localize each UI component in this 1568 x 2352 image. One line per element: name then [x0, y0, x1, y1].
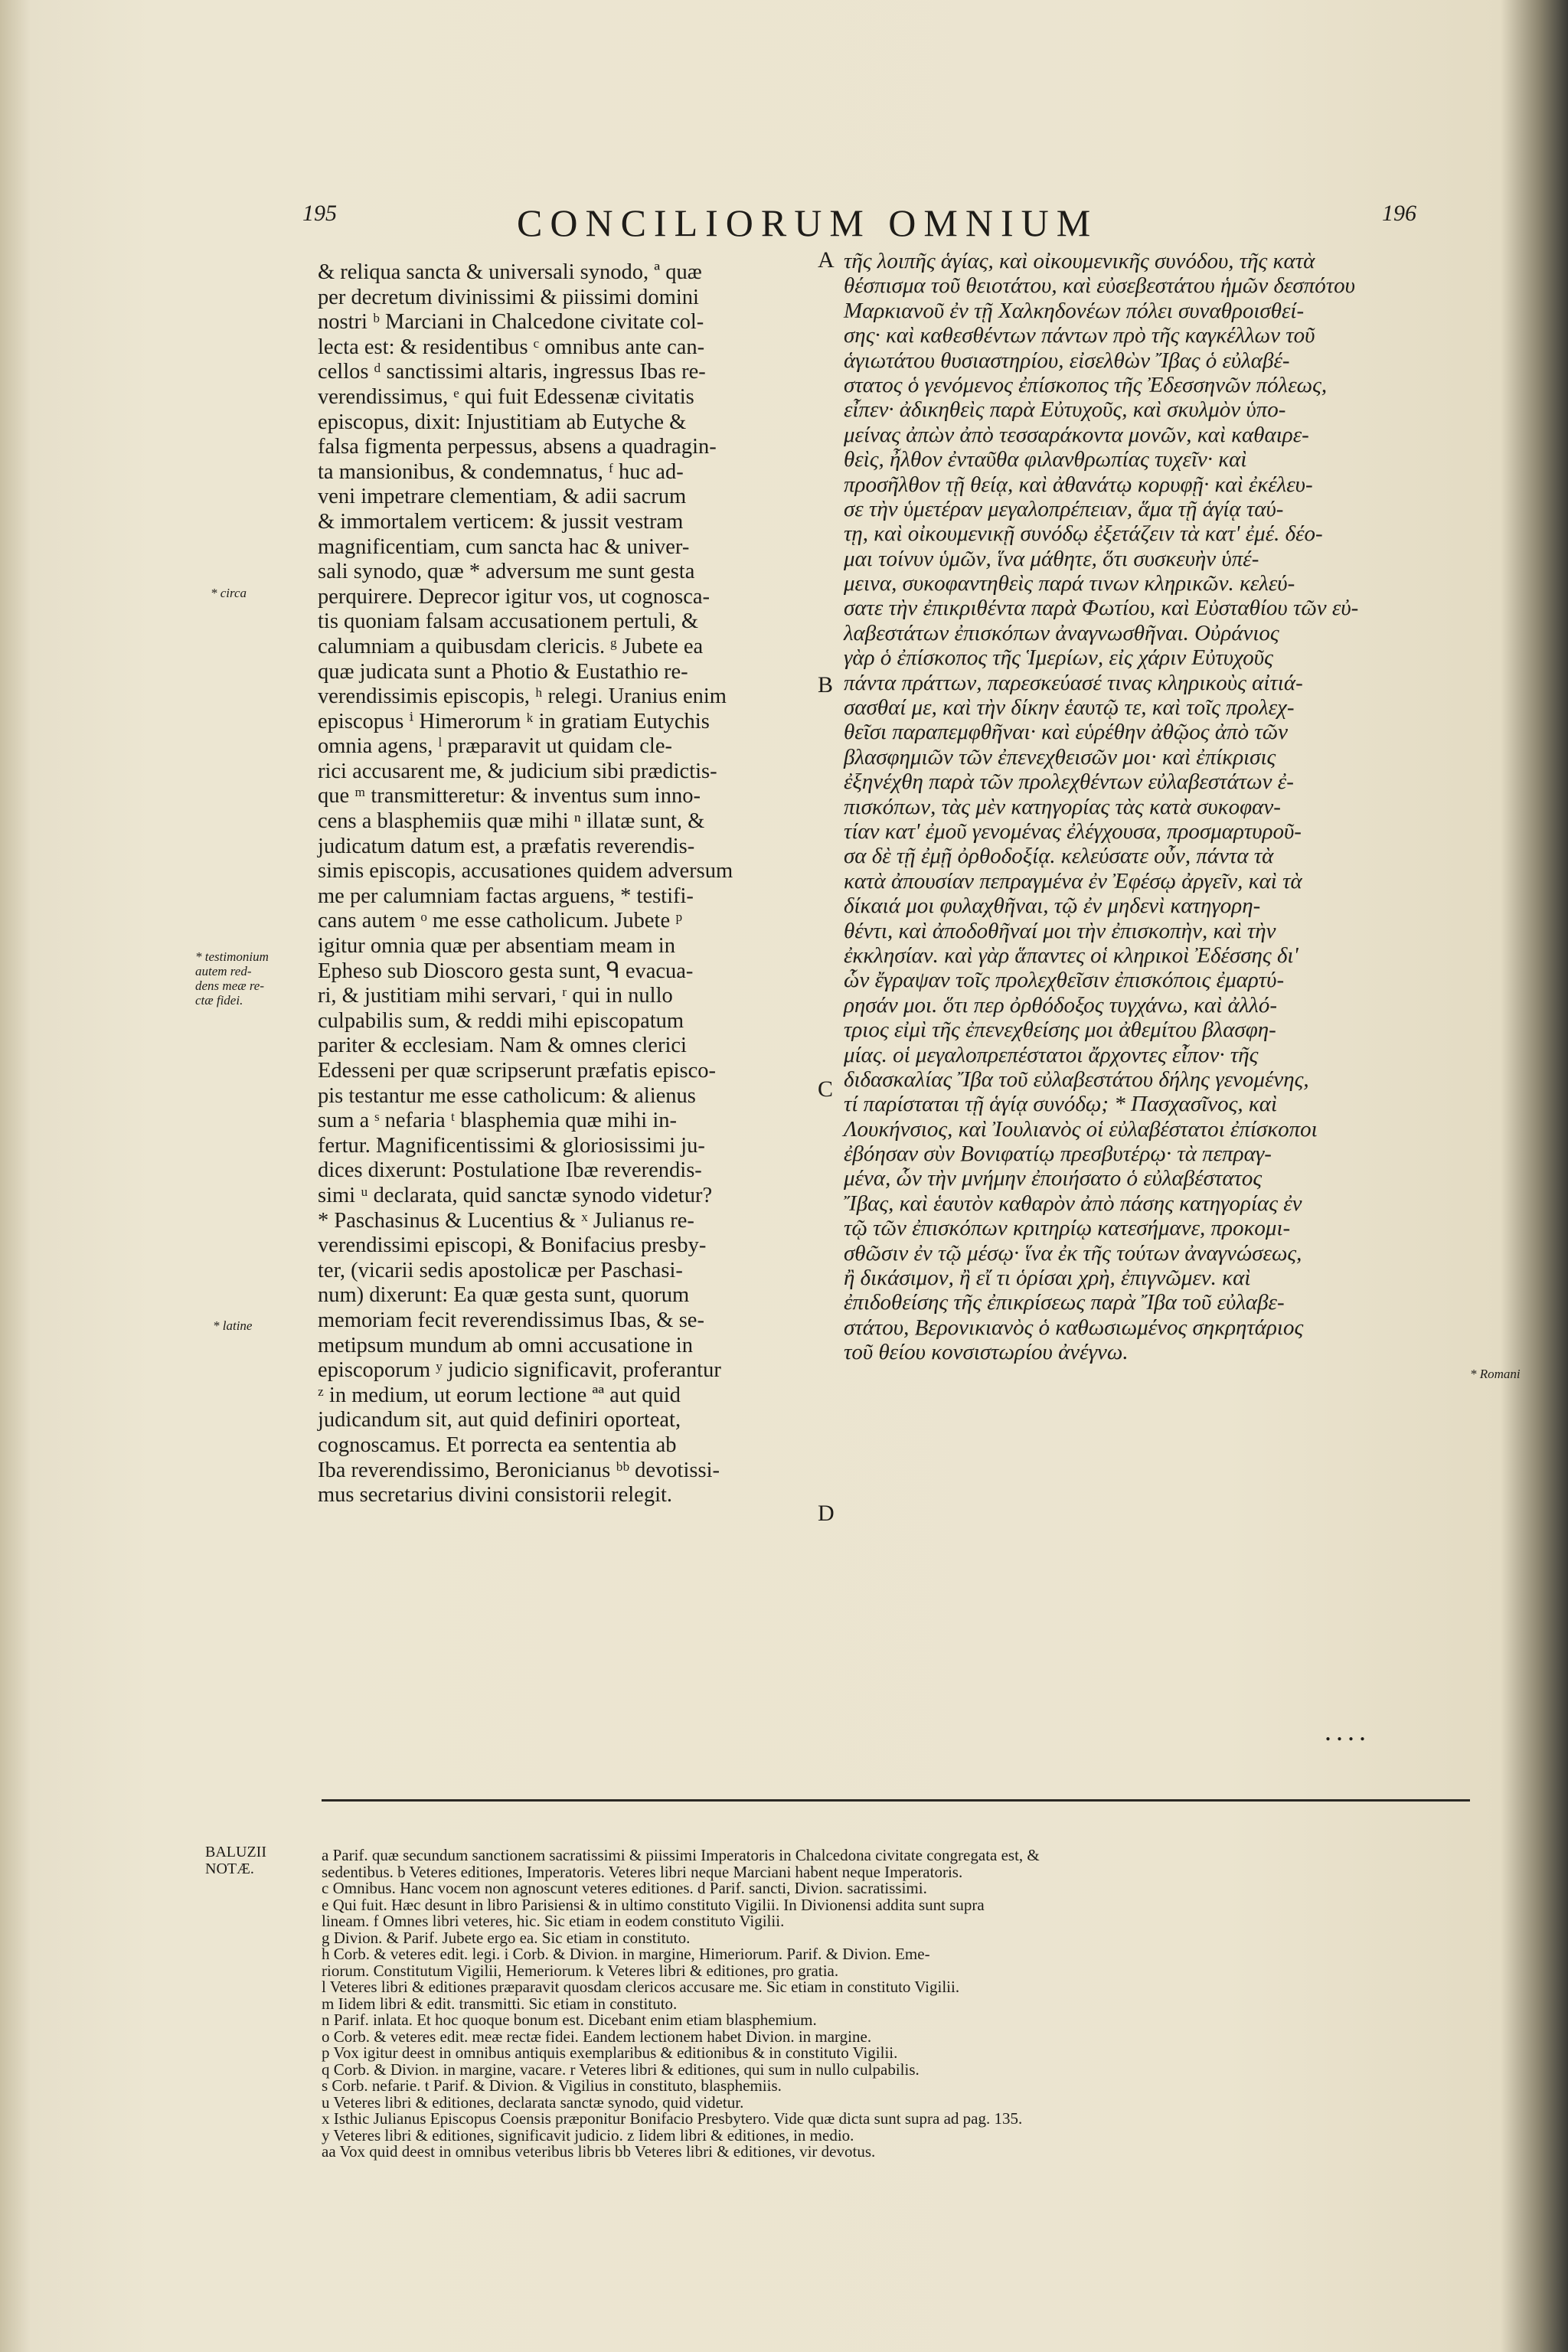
running-title: CONCILIORUM OMNIUM: [517, 201, 1099, 244]
footnote-line: x Isthic Julianus Episcopus Coensis præponitur Bonifacio Presbytero. Vide quæ dicta sunt supra ad pag. 135.: [322, 2109, 1023, 2128]
latin-text-line: * Paschasinus & Lucentius & ˣ Julianus re-: [318, 1208, 694, 1233]
greek-text-line: μείνας ἀπὼν ἀπὸ τεσσαράκοντα μονῶν, καὶ καθαιρε-: [844, 422, 1309, 447]
latin-text-line: veni impetrare clementiam, & adii sacrum: [318, 485, 687, 509]
greek-text-line: μίας. οἱ μεγαλοπρεπέστατοι ἄρχοντες εἶπον· τῆς: [844, 1042, 1259, 1067]
footnote-line: e Qui fuit. Hæc desunt in libro Parisiensi & in ultimo constituto Vigilii. In Divionensi addita sunt supra: [322, 1895, 985, 1914]
margin-note-circa: * circa: [211, 586, 247, 600]
greek-text-line: σατε τὴν ἐπικριθέντα παρὰ Φωτίου, καὶ Εὐσταθίου τῶν εὐ-: [844, 596, 1359, 621]
footnote-line: y Veteres libri & editiones, significavit judicio. z Iidem libri & editiones, in medio.: [322, 2125, 854, 2145]
greek-text-line: ἐβόησαν σὺν Βονιφατίῳ πρεσβυτέρῳ· τὰ πεπραγ-: [844, 1142, 1272, 1167]
latin-text-line: Epheso sub Dioscoro gesta sunt, ᑫ evacua-: [318, 959, 694, 983]
footnote-line: c Omnibus. Hanc vocem non agnoscunt veteres editiones. d Parif. sancti, Divion. sacratissimi.: [322, 1879, 927, 1897]
greek-text-line: σθῶσιν ἐν τῷ μέσῳ· ἵνα ἐκ τῆς τούτων ἀναγνώσεως,: [844, 1240, 1302, 1266]
footnote-line: o Corb. & veteres edit. meæ rectæ fidei. Eandem lectionem habet Divion. in margine.: [322, 2027, 872, 2046]
greek-text-line: Ἴβας, καὶ ἑαυτὸν καθαρὸν ἀπὸ πάσης κατηγορίας ἐν: [844, 1191, 1302, 1216]
latin-text-line: cognoscamus. Et porrecta ea sententia ab: [318, 1432, 677, 1457]
greek-text-line: μαι τοίνυν ὑμῶν, ἵνα μάθητε, ὅτι συσκευὴν ὑπέ-: [844, 546, 1259, 571]
latin-text-line: verendissimus, ᵉ qui fuit Edessenæ civitatis: [318, 384, 694, 409]
latin-text-line: simi ᵘ declarata, quid sanctæ synodo videtur?: [318, 1183, 713, 1207]
margin-note-line: autem red-: [195, 964, 252, 978]
latin-text-line: episcoporum ʸ judicio significavit, proferantur: [318, 1358, 721, 1383]
footnote-line: q Corb. & Divion. in margine, vacare. r Veteres libri & editiones, qui sum in nullo culpabilis.: [322, 2060, 920, 2079]
greek-text-line: τί παρίσταται τῇ ἁγίᾳ συνόδῳ; * Πασχασῖνος, καὶ: [844, 1092, 1278, 1117]
notes-label-line: BALUZII: [205, 1844, 266, 1860]
latin-text-line: culpabilis sum, & reddi mihi episcopatum: [318, 1008, 684, 1033]
latin-text-line: ᶻ in medium, ut eorum lectione ªª aut quid: [318, 1383, 681, 1407]
greek-text-line: δίκαιά μοι φυλαχθῆναι, τῷ ἐν μηδενὶ κατηγορη-: [844, 893, 1261, 919]
latin-text-line: per decretum divinissimi & piissimi domini: [318, 285, 699, 309]
footnote-line: p Vox igitur deest in omnibus antiquis exemplaribus & editionibus & in constituto Vigilii.: [322, 2043, 898, 2062]
greek-text-line: θέντι, καὶ ἀποδοθῆναί μοι τὴν ἐπισκοπὴν, καὶ τὴν: [844, 918, 1276, 943]
footnote-line: aa Vox quid deest in omnibus veteribus libris bb Veteres libri & editiones, vir devotus.: [322, 2142, 876, 2161]
footnotes-block: [322, 1847, 1485, 2161]
latin-text-line: memoriam fecit reverendissimus Ibas, & se-: [318, 1308, 704, 1332]
latin-text-line: igitur omnia quæ per absentiam meam in: [318, 934, 675, 959]
footnote-line: sedentibus. b Veteres editiones, Imperatoris. Veteres libri neque Marciani habent neque Imperatoris.: [322, 1862, 963, 1881]
latin-text-line: ter, (vicarii sedis apostolicæ per Paschasi-: [318, 1258, 683, 1282]
latin-text-line: que ᵐ transmitteretur: & inventus sum inno-: [318, 784, 701, 808]
page-number-right: 196: [1382, 201, 1416, 226]
greek-text-line: τοῦ θείου κονσιστωρίου ἀνέγνω.: [844, 1340, 1129, 1365]
footnote-line: riorum. Constitutum Vigilii, Hemeriorum. k Veteres libri & editiones, pro gratia.: [322, 1961, 839, 1980]
greek-text-line: γὰρ ὁ ἐπίσκοπος τῆς Ἱμερίων, εἰς χάριν Εὐτυχοῦς: [844, 645, 1273, 671]
footnote-line: u Veteres libri & editiones, declarata sanctæ synodo, quid videtur.: [322, 2092, 744, 2112]
greek-text-line: ἢ δικάσιμον, ἢ εἴ τι ὁρίσαι χρὴ, ἐπιγνῶμεν. καὶ: [844, 1266, 1251, 1291]
footnote-rule: [322, 1799, 1470, 1802]
latin-text-line: rici accusarent me, & judicium sibi prædictis-: [318, 759, 717, 783]
footnote-line: h Corb. & veteres edit. legi. i Corb. & Divion. in margine, Himeriorum. Parif. & Divion. Eme-: [322, 1945, 930, 1963]
latin-text-line: Iba reverendissimo, Beronicianus ᵇᵇ devotissi-: [318, 1458, 720, 1482]
latin-text-line: mus secretarius divini consistorii relegit.: [318, 1483, 673, 1508]
latin-text-line: sum a ˢ nefaria ᵗ blasphemia quæ mihi in-: [318, 1109, 677, 1133]
greek-text-line: ρησάν μοι. ὅτι περ ὀρθόδοξος τυγχάνω, καὶ ἀλλό-: [844, 992, 1278, 1018]
latin-text-line: nostri ᵇ Marciani in Chalcedone civitate col-: [318, 310, 704, 335]
latin-text-line: quæ judicata sunt a Photio & Eustathio re-: [318, 659, 688, 684]
footnote-line: a Parif. quæ secundum sanctionem sacratissimi & piissimi Imperatoris in Chalcedona civitate congregata est, &: [322, 1846, 1040, 1864]
margin-note-line: * testimonium: [195, 949, 269, 964]
ellipsis-mark: ....: [1325, 1716, 1370, 1746]
footnote-line: lineam. f Omnes libri veteres, hic. Sic etiam in eodem constituto Vigilii.: [322, 1912, 785, 1930]
greek-text-line: μένα, ὧν τὴν μνήμην ἐποιήσατο ὁ εὐλαβέστατος: [844, 1166, 1263, 1191]
column-marker-d: D: [818, 1501, 835, 1526]
latin-text-line: perquirere. Deprecor igitur vos, ut cognosca-: [318, 584, 710, 609]
latin-text-line: simis episcopis, accusationes quidem adversum: [318, 859, 733, 884]
latin-text-line: dices dixerunt: Postulatione Ibæ reverendis-: [318, 1158, 702, 1183]
greek-text-column: [844, 249, 1456, 1365]
greek-text-line: στατος ὁ γενόμενος ἐπίσκοπος τῆς Ἐδεσσηνῶν πόλεως,: [844, 372, 1328, 397]
column-marker-b: B: [818, 672, 834, 697]
margin-note-line: dens meæ re-: [195, 978, 265, 993]
greek-text-line: ἐκκλησίαν. καὶ γὰρ ἅπαντες οἱ κληρικοὶ Ἐδέσσης δι': [844, 942, 1298, 968]
margin-note-testimonium: [195, 949, 310, 1008]
latin-text-line: judicatum datum est, a præfatis reverendis-: [318, 834, 695, 858]
greek-text-line: κατὰ ἀπουσίαν πεπραγμένα ἐν Ἐφέσῳ ἀργεῖν, καὶ τὰ: [844, 868, 1302, 893]
latin-text-line: episcopus ⁱ Himerorum ᵏ in gratiam Eutychis: [318, 709, 710, 733]
page-number-left: 195: [302, 201, 337, 226]
greek-text-line: τῷ τῶν ἐπισκόπων κριτηρίῳ κατεσήμανε, προκομι-: [844, 1216, 1291, 1241]
greek-text-line: διδασκαλίας Ἴβα τοῦ εὐλαβεστάτου δήλης γενομένης,: [844, 1067, 1309, 1092]
greek-text-line: μεινα, συκοφαντηθεὶς παρά τινων κληρικῶν. κελεύ-: [844, 571, 1295, 596]
footnote-line: s Corb. nefarie. t Parif. & Divion. & Vigilius in constituto, blasphemiis.: [322, 2076, 782, 2095]
greek-text-line: θεῖσι παραπεμφθῆναι· καὶ εὑρέθην ἀθῷος ἀπὸ τῶν: [844, 720, 1289, 745]
latin-text-line: fertur. Magnificentissimi & gloriosissimi ju-: [318, 1133, 705, 1158]
latin-text-line: & reliqua sancta & universali synodo, ª quæ: [318, 260, 702, 284]
latin-text-line: verendissimi episcopi, & Bonifacius presby-: [318, 1233, 707, 1258]
greek-text-line: λαβεστάτων ἐπισκόπων ἀναγνωσθῆναι. Οὐράνιος: [844, 620, 1279, 645]
latin-text-line: pariter & ecclesiam. Nam & omnes clerici: [318, 1034, 687, 1058]
latin-text-line: & immortalem verticem: & jussit vestram: [318, 509, 684, 534]
greek-text-line: βλασφημιῶν τῶν ἐπενεχθεισῶν μοι· καὶ ἐπίκρισις: [844, 744, 1276, 769]
latin-text-line: calumniam a quibusdam clericis. ᵍ Jubete ea: [318, 634, 704, 658]
footnote-line: l Veteres libri & editiones præparavit quosdam clericos accusare me. Sic etiam in constituto Vigilii.: [322, 1978, 960, 1996]
latin-text-line: cens a blasphemiis quæ mihi ⁿ illatæ sunt, &: [318, 809, 705, 834]
greek-text-line: Λουκήνσιος, καὶ Ἰουλιανὸς οἱ εὐλαβέστατοι ἐπίσκοποι: [844, 1116, 1318, 1142]
notes-label-line: NOTÆ.: [205, 1860, 254, 1877]
latin-text-line: judicandum sit, aut quid definiri oporteat,: [318, 1408, 681, 1432]
margin-note-latine: * latine: [213, 1318, 253, 1333]
latin-text-line: sali synodo, quæ * adversum me sunt gesta: [318, 560, 695, 584]
latin-text-line: magnificentiam, cum sancta hac & univer-: [318, 534, 690, 559]
latin-text-line: tis quoniam falsam accusationem pertuli, &: [318, 609, 699, 634]
greek-text-line: τῃ, καὶ οἰκουμενικῇ συνόδῳ ἐξετάζειν τὰ κατ' ἐμέ. δέο-: [844, 521, 1323, 547]
latin-text-line: Edesseni per quæ scripserunt præfatis episco-: [318, 1059, 716, 1083]
latin-text-line: num) dixerunt: Ea quæ gesta sunt, quorum: [318, 1283, 690, 1308]
greek-text-line: θέσπισμα τοῦ θειοτάτου, καὶ εὐσεβεστάτου ἡμῶν δεσπότου: [844, 273, 1355, 299]
greek-text-line: τριος εἰμὶ τῆς ἐπενεχθείσης μοι ἀθεμίτου βλασφη-: [844, 1018, 1276, 1043]
notes-label: [205, 1844, 266, 1877]
greek-text-line: πάντα πράττων, παρεσκεύασέ τινας κληρικοὺς αἰτιά-: [844, 670, 1303, 695]
latin-text-line: metipsum mundum ab omni accusatione in: [318, 1333, 693, 1357]
greek-text-line: προσῆλθον τῇ θείᾳ, καὶ ἀθανάτῳ κορυφῇ· καὶ ἐκέλευ-: [844, 472, 1313, 497]
latin-text-line: lecta est: & residentibus ᶜ omnibus ante can-: [318, 335, 705, 359]
greek-text-line: ἐξηνέχθη παρὰ τῶν προλεχθέντων εὐλαβεστάτων ἐ-: [844, 769, 1294, 795]
latin-text-line: episcopus, dixit: Injustitiam ab Eutyche &: [318, 410, 687, 434]
greek-text-line: θεὶς, ἦλθον ἐνταῦθα φιλανθρωπίας τυχεῖν· καὶ: [844, 447, 1247, 472]
greek-text-line: σασθαί με, καὶ τὴν δίκην ἑαυτῷ τε, καὶ τοῖς προλεχ-: [844, 695, 1295, 720]
footnote-line: n Parif. inlata. Et hoc quoque bonum est. Dicebant enim etiam blasphemium.: [322, 2011, 817, 2029]
greek-text-line: τῆς λοιπῆς ἁγίας, καὶ οἰκουμενικῆς συνόδου, τῆς κατὰ: [844, 249, 1315, 273]
greek-text-line: ἐπιδοθείσης τῆς ἐπικρίσεως παρὰ Ἴβα τοῦ εὐλαβε-: [844, 1290, 1285, 1315]
footnote-line: g Divion. & Parif. Jubete ergo ea. Sic etiam in constituto.: [322, 1928, 691, 1947]
greek-text-line: στάτου, Βερονικιανὸς ὁ καθωσιωμένος σηκρητάριος: [844, 1315, 1304, 1340]
greek-text-line: τίαν κατ' ἐμοῦ γενομένας ἐλέγχουσα, προσμαρτυροῦ-: [844, 818, 1302, 844]
latin-text-line: cans autem ᵒ me esse catholicum. Jubete ᵖ: [318, 909, 683, 933]
greek-text-line: πισκόπων, τὰς μὲν κατηγορίας τὰς κατὰ συκοφαν-: [844, 794, 1281, 819]
greek-text-line: σης· καὶ καθεσθέντων πάντων πρὸ τῆς καγκέλλων τοῦ: [844, 323, 1315, 348]
greek-text-line: σα δὲ τῇ ἐμῇ ὀρθοδοξίᾳ. κελεύσατε οὖν, πάντα τὰ: [844, 844, 1274, 869]
latin-text-line: ri, & justitiam mihi servari, ʳ qui in nullo: [318, 984, 673, 1008]
latin-text-line: pis testantur me esse catholicum: & alienus: [318, 1083, 696, 1108]
greek-text-line: σε τὴν ὑμετέραν μεγαλοπρέπειαν, ἅμα τῇ ἁγίᾳ ταύ-: [844, 496, 1284, 521]
latin-text-line: cellos ᵈ sanctissimi altaris, ingressus Ibas re-: [318, 360, 706, 384]
latin-text-line: me per calumniam factas arguens, * testifi-: [318, 884, 694, 908]
margin-note-line: ctæ fidei.: [195, 993, 243, 1008]
latin-text-line: falsa figmenta perpessus, absens a quadragin-: [318, 435, 717, 459]
column-marker-c: C: [818, 1076, 834, 1102]
footnote-line: m Iidem libri & edit. transmitti. Sic etiam in constituto.: [322, 1994, 678, 2013]
greek-text-line: ὧν ἔγραψαν τοῖς προλεχθεῖσιν ἐπισκόποις ἐμαρτύ-: [844, 968, 1285, 993]
latin-text-line: verendissimis episcopis, ʰ relegi. Uranius enim: [318, 684, 727, 709]
column-marker-a: A: [818, 247, 835, 273]
greek-text-line: Μαρκιανοῦ ἐν τῇ Χαλκηδονέων πόλει συναθροισθεί-: [844, 298, 1305, 323]
greek-text-line: εἶπεν· ἀδικηθεὶς παρὰ Εὐτυχοῦς, καὶ σκυλμὸν ὑπο-: [844, 397, 1286, 423]
latin-text-line: ta mansionibus, & condemnatus, ᶠ huc ad-: [318, 459, 684, 484]
latin-text-column: [318, 260, 823, 1508]
margin-note-romani: * Romani: [1470, 1367, 1521, 1381]
greek-text-line: ἁγιωτάτου θυσιαστηρίου, εἰσελθὼν Ἴβας ὁ εὐλαβέ-: [844, 348, 1290, 373]
page-header: [302, 201, 1416, 247]
latin-text-line: omnia agens, ˡ præparavit ut quidam cle-: [318, 734, 672, 759]
